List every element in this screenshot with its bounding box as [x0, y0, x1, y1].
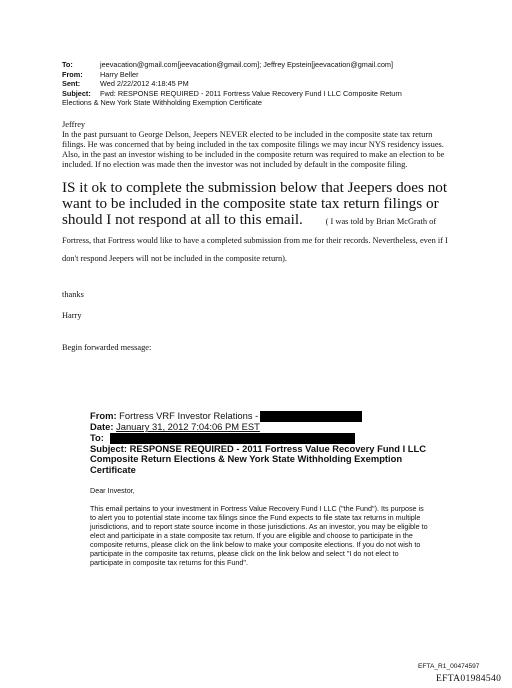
header-subject-value: Fwd: RESPONSE REQUIRED - 2011 Fortress Value Recovery Fund I LLC Composite Return [100, 88, 402, 98]
redaction-box [260, 411, 362, 422]
header-to-value: jeevacation@gmail.com[jeevacation@gmail.com]; Jeffrey Epstein[jeevacation@gmail.com] [100, 60, 394, 69]
thanks-text: thanks [62, 289, 84, 299]
forwarded-message [90, 411, 430, 568]
forwarded-body [90, 487, 430, 567]
forwarded-date-value: January 31, 2012 7:04:06 PM EST [116, 421, 260, 433]
paragraph-delson: In the past pursuant to George Delson, Jeepers NEVER elected to be included in the composite state tax return filings. He was concerned that by being included in the tax composite filings we may incur NYS residency issues. [62, 129, 444, 149]
mcgrath-note: ( I was told by Brian McGrath of Fortress, that Fortress would like to have a completed submission from me for their records. Nevertheless, even if I don't respond Jeepers will not be included in the composite return). [62, 217, 448, 264]
header-subject-continuation: Elections & New York State Withholding Exemption Certificate [62, 98, 262, 108]
question-text: IS it ok to complete the submission below that Jeepers does not want to be included in the composite state tax return filings or should I not respond at all to this email. [62, 178, 448, 229]
email-header [62, 60, 462, 108]
document-ref-large: EFTA01984540 [436, 673, 502, 684]
forwarded-date-label: Date: [90, 421, 114, 433]
forwarded-date-row [90, 422, 430, 433]
email-body [62, 120, 452, 353]
forwarded-from-label: From: [90, 410, 117, 421]
forwarded-intro: Begin forwarded message: [62, 343, 152, 353]
document-ref-small: EFTA_R1_00474597 [418, 663, 480, 670]
header-subject-row [62, 89, 462, 99]
forwarded-header [90, 411, 430, 475]
paragraph-election: Also, in the past an investor wishing to be included in the composite return was required to make an election to be included. If no election was made then the investor was not included by default in the composite filing. [62, 149, 445, 169]
greeting: Jeffrey [62, 120, 86, 129]
forwarded-paragraph: This email pertains to your investment in Fortress Value Recovery Fund I LLC ("the Fund"). Its purpose is to alert you to potential state income tax filings since the Fund expects to file state tax returns in multiple jurisdictions, and to report state source income in those jurisdictions. As an investor, you may be eligible to elect and participate in a state composite tax return. If you are eligible and choose to participate in the composite returns, please click on the link below to make your composite elections. If you do not wish to participate in the composite tax returns, please click on the link below and select "I do not elect to participate in composite tax returns for this Fund". [90, 504, 428, 567]
forwarded-subject-value: RESPONSE REQUIRED - 2011 Fortress Value Recovery Fund I LLC Composite Return Elections & New York State Withholding Exemption Certificate [90, 442, 427, 475]
header-to-label: To: [62, 60, 73, 69]
forwarded-subject-label: Subject: [90, 442, 127, 454]
question-paragraph [62, 180, 452, 268]
forwarded-to-label: To: [90, 431, 104, 443]
header-from-row [62, 70, 462, 80]
header-subject-label: Subject: [62, 88, 91, 98]
header-sent-value: Wed 2/22/2012 4:18:45 PM [100, 79, 189, 89]
header-from-value: Harry Beller [100, 69, 139, 79]
header-from-label: From: [62, 69, 83, 79]
forwarded-salutation: Dear Investor, [90, 486, 135, 496]
header-to-row [62, 60, 462, 70]
header-sent-label: Sent: [62, 79, 81, 89]
forwarded-subject-row [90, 444, 430, 476]
forwarded-from-value: Fortress VRF Investor Relations - [119, 410, 259, 421]
signature-name: Harry [62, 311, 82, 321]
header-sent-row [62, 79, 462, 89]
